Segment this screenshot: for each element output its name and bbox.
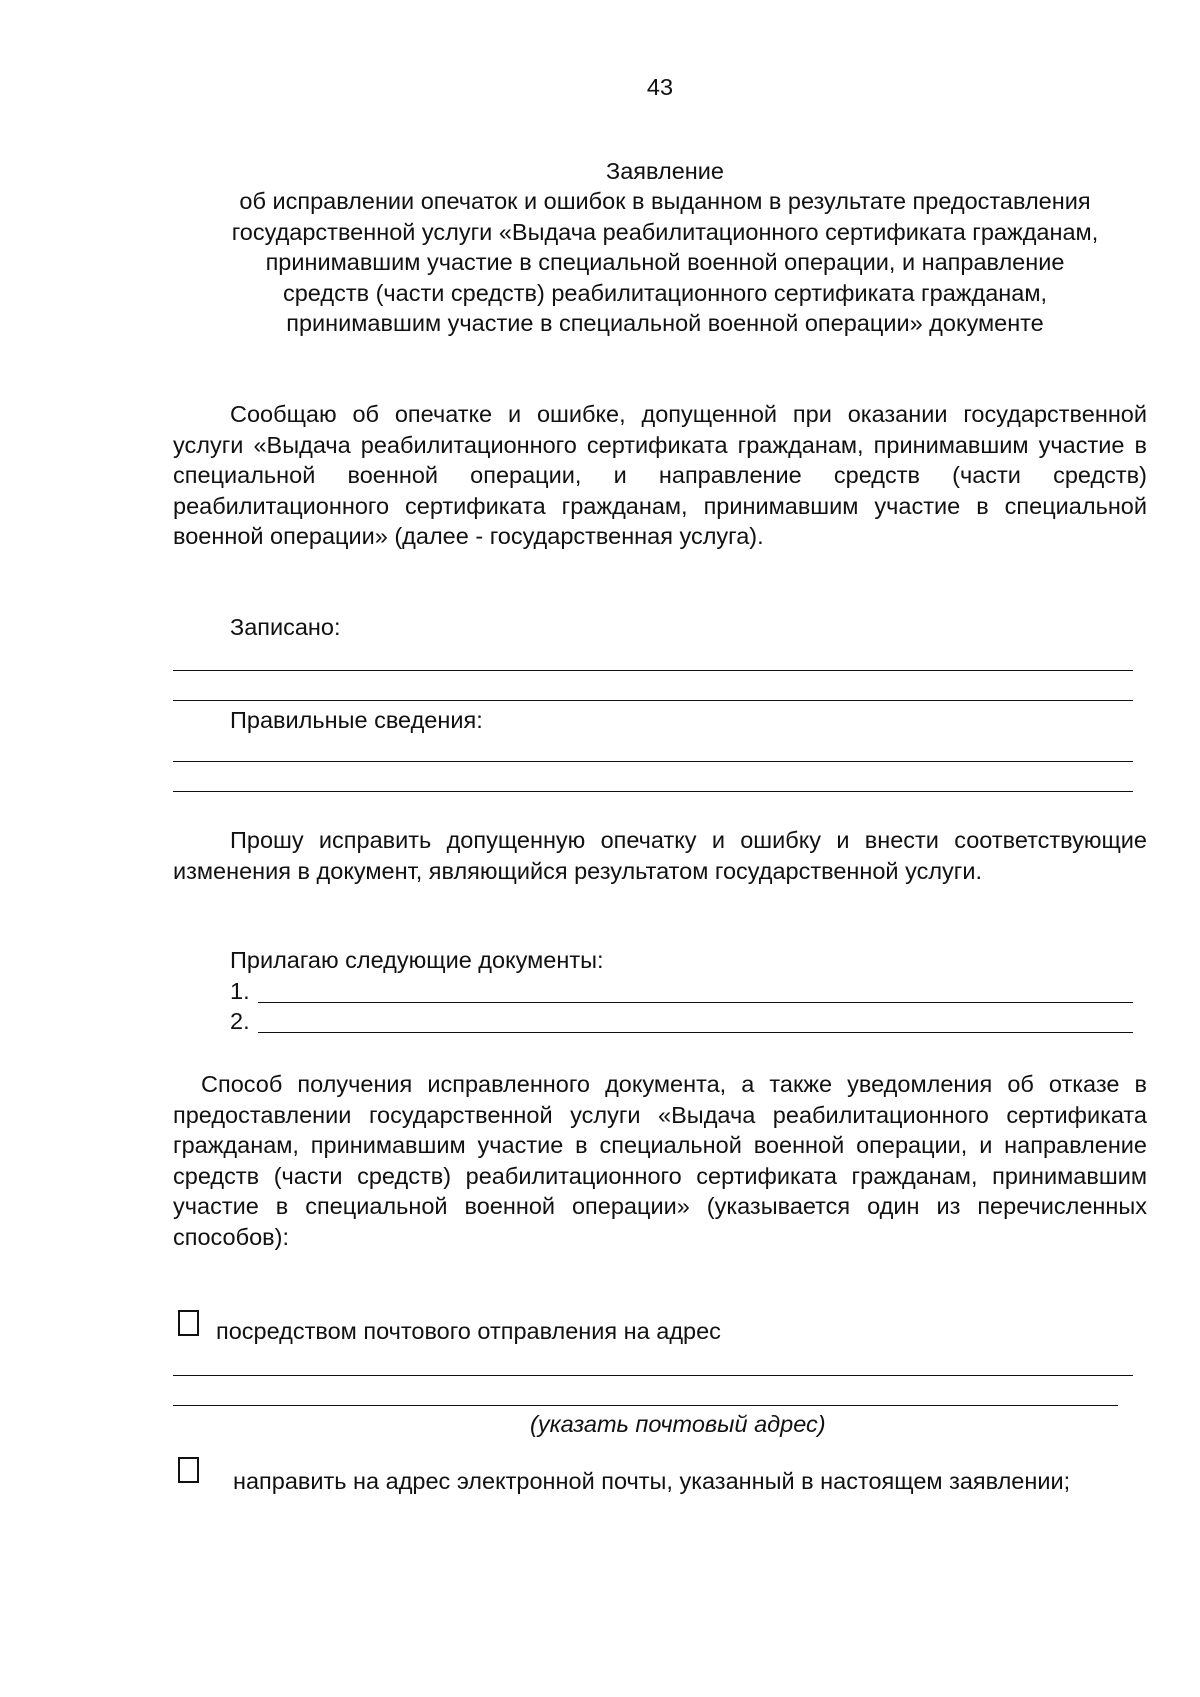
recorded-line-2[interactable]	[173, 700, 1133, 701]
correct-info-line-2[interactable]	[173, 791, 1133, 792]
title-line: об исправлении опечаток и ошибок в выданном в результате предоставления	[239, 188, 1091, 215]
postal-address-line-1[interactable]	[173, 1375, 1133, 1376]
title-line: государственной услуги «Выдача реабилитационного сертификата гражданам,	[231, 218, 1099, 245]
attachment-number-1: 1.	[230, 978, 250, 1004]
recorded-line-1[interactable]	[173, 670, 1133, 671]
title-line: средств (части средств) реабилитационного сертификата гражданам,	[282, 279, 1047, 306]
title-heading: Заявление	[606, 158, 724, 184]
attachments-label: Прилагаю следующие документы:	[230, 947, 604, 973]
report-paragraph: Сообщаю об опечатке и ошибке, допущенной при оказании государственной услуги «Выдача реабилитационного сертификата гражданам, принимавшим участие в специальной военной операции, и направление средств (части средств) реабилитационного сертификата гражданам, принимавшим участие в специальной военной операции» (далее - государственная услуга).	[173, 401, 1147, 549]
correct-info-label: Правильные сведения:	[230, 707, 483, 733]
postal-checkbox[interactable]	[178, 1310, 199, 1336]
page-number: 43	[646, 74, 674, 100]
title-line: принимавшим участие в специальной военной операции, и направление	[265, 249, 1065, 276]
document-title	[165, 156, 1165, 338]
attachment-number-2: 2.	[230, 1008, 250, 1034]
email-option-label: направить на адрес электронной почты, указанный в настоящем заявлении;	[233, 1468, 1071, 1494]
correct-info-line-1[interactable]	[173, 761, 1133, 762]
attachment-line-1[interactable]	[258, 1002, 1133, 1003]
postal-address-line-2[interactable]	[173, 1405, 1118, 1406]
title-line: принимавшим участие в специальной военной операции» документе	[286, 310, 1044, 337]
postal-option-label: посредством почтового отправления на адрес	[216, 1318, 721, 1344]
request-paragraph: Прошу исправить допущенную опечатку и ошибку и внести соответствующие изменения в документ, являющийся результатом государственной услуги.	[173, 827, 1147, 884]
attachment-line-2[interactable]	[258, 1032, 1133, 1033]
method-paragraph: Способ получения исправленного документа, а также уведомления об отказе в предоставлении государственной услуги «Выдача реабилитационного сертификата гражданам, принимавшим участие в специальной военной операции, и направление средств (части средств) реабилитационного сертификата гражданам, принимавшим участие в специальной военной операции» (указывается один из перечисленных способов):	[173, 1071, 1147, 1250]
recorded-label: Записано:	[230, 614, 341, 640]
postal-address-hint: (указать почтовый адрес)	[530, 1411, 826, 1437]
